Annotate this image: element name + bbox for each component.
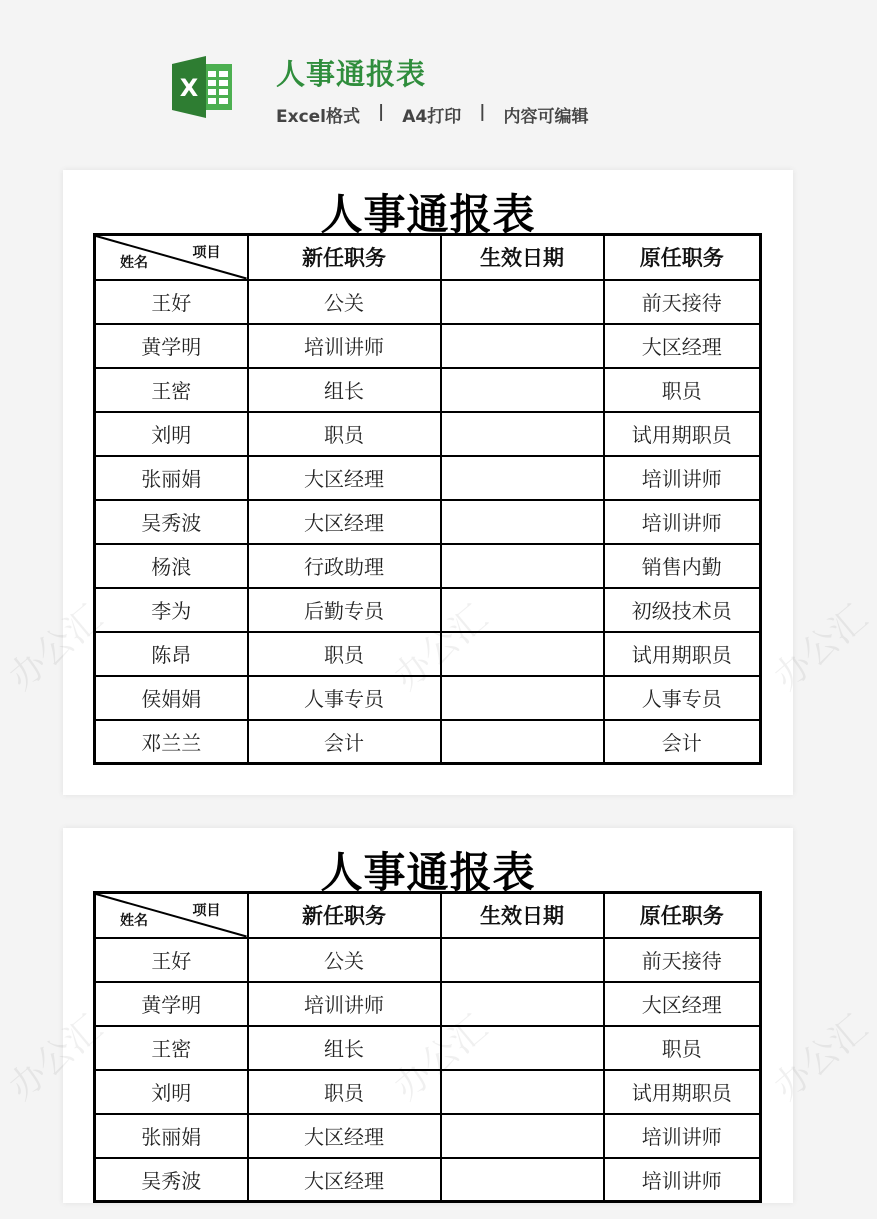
name-cell: 吴秀波 — [95, 500, 248, 544]
sheet-title: 人事通报表 — [320, 848, 536, 897]
new-position-cell: 大区经理 — [248, 1158, 441, 1202]
name-cell: 侯娟娟 — [95, 676, 248, 720]
previous-position-cell: 人事专员 — [604, 676, 761, 720]
column-header: 生效日期 — [441, 235, 604, 280]
previous-position-cell: 培训讲师 — [604, 1158, 761, 1202]
excel-logo-icon — [172, 56, 234, 118]
table-row — [95, 368, 761, 412]
name-cell: 黄学明 — [95, 982, 248, 1026]
name-cell: 黄学明 — [95, 324, 248, 368]
previous-position-cell: 试用期职员 — [604, 412, 761, 456]
watermark: 办公汇 — [1, 1007, 111, 1109]
effective-date-cell — [441, 1114, 604, 1158]
new-position-cell: 大区经理 — [248, 456, 441, 500]
effective-date-cell — [441, 676, 604, 720]
name-cell: 刘明 — [95, 412, 248, 456]
page-title: 人事通报表 — [276, 57, 427, 91]
watermark: 办公汇 — [386, 1007, 496, 1109]
table-row — [95, 1158, 761, 1202]
previous-position-cell: 初级技术员 — [604, 588, 761, 632]
effective-date-cell — [441, 544, 604, 588]
sheet-preview-1 — [63, 170, 793, 795]
watermark: 办公汇 — [766, 1007, 876, 1109]
new-position-cell: 公关 — [248, 938, 441, 982]
name-cell: 王好 — [95, 938, 248, 982]
name-cell: 王密 — [95, 368, 248, 412]
new-position-cell: 行政助理 — [248, 544, 441, 588]
name-cell: 吴秀波 — [95, 1158, 248, 1202]
new-position-cell: 大区经理 — [248, 1114, 441, 1158]
previous-position-cell: 大区经理 — [604, 982, 761, 1026]
sheet-preview-2 — [63, 828, 793, 1203]
effective-date-cell — [441, 368, 604, 412]
previous-position-cell: 培训讲师 — [604, 500, 761, 544]
watermark: 办公汇 — [1, 597, 111, 699]
table-row — [95, 544, 761, 588]
header-row — [95, 235, 761, 280]
table-row — [95, 1114, 761, 1158]
new-position-cell: 组长 — [248, 368, 441, 412]
new-position-cell: 职员 — [248, 412, 441, 456]
column-header: 生效日期 — [441, 893, 604, 938]
table-row — [95, 720, 761, 764]
effective-date-cell — [441, 1070, 604, 1114]
effective-date-cell — [441, 324, 604, 368]
new-position-cell: 培训讲师 — [248, 324, 441, 368]
table-row — [95, 982, 761, 1026]
name-cell: 张丽娟 — [95, 456, 248, 500]
watermark: 办公汇 — [766, 597, 876, 699]
table-row — [95, 938, 761, 982]
new-position-cell: 后勤专员 — [248, 588, 441, 632]
name-cell: 李为 — [95, 588, 248, 632]
column-header: 新任职务 — [248, 893, 441, 938]
name-cell: 王密 — [95, 1026, 248, 1070]
column-header: 原任职务 — [604, 893, 761, 938]
new-position-cell: 会计 — [248, 720, 441, 764]
corner-header-cell — [95, 235, 248, 280]
corner-label-item: 项目 — [192, 245, 221, 261]
table-row — [95, 456, 761, 500]
effective-date-cell — [441, 1158, 604, 1202]
previous-position-cell: 会计 — [604, 720, 761, 764]
table-row — [95, 324, 761, 368]
tag-print: A4打印 — [402, 107, 462, 127]
new-position-cell: 职员 — [248, 1070, 441, 1114]
previous-position-cell: 职员 — [604, 368, 761, 412]
tag-format: Excel格式 — [276, 107, 361, 127]
effective-date-cell — [441, 456, 604, 500]
previous-position-cell: 大区经理 — [604, 324, 761, 368]
previous-position-cell: 试用期职员 — [604, 1070, 761, 1114]
header-row — [95, 893, 761, 938]
corner-label-name: 姓名 — [120, 254, 148, 271]
new-position-cell: 培训讲师 — [248, 982, 441, 1026]
separator: | — [479, 102, 486, 122]
table-row — [95, 280, 761, 324]
tag-line — [276, 102, 588, 127]
table-row — [95, 412, 761, 456]
new-position-cell: 组长 — [248, 1026, 441, 1070]
corner-label-name: 姓名 — [120, 912, 148, 929]
previous-position-cell: 前天接待 — [604, 938, 761, 982]
previous-position-cell: 销售内勤 — [604, 544, 761, 588]
name-cell: 邓兰兰 — [95, 720, 248, 764]
previous-position-cell: 前天接待 — [604, 280, 761, 324]
tag-editable: 内容可编辑 — [503, 107, 589, 127]
name-cell: 王好 — [95, 280, 248, 324]
table-row — [95, 500, 761, 544]
new-position-cell: 职员 — [248, 632, 441, 676]
name-cell: 杨浪 — [95, 544, 248, 588]
svg-text:X: X — [179, 74, 199, 102]
watermark: 办公汇 — [386, 597, 496, 699]
name-cell: 陈昂 — [95, 632, 248, 676]
effective-date-cell — [441, 500, 604, 544]
separator: | — [378, 102, 385, 122]
new-position-cell: 公关 — [248, 280, 441, 324]
column-header: 新任职务 — [248, 235, 441, 280]
name-cell: 刘明 — [95, 1070, 248, 1114]
new-position-cell: 人事专员 — [248, 676, 441, 720]
effective-date-cell — [441, 412, 604, 456]
name-cell: 张丽娟 — [95, 1114, 248, 1158]
effective-date-cell — [441, 720, 604, 764]
effective-date-cell — [441, 280, 604, 324]
corner-label-item: 项目 — [192, 903, 221, 919]
corner-header-cell — [95, 893, 248, 938]
new-position-cell: 大区经理 — [248, 500, 441, 544]
effective-date-cell — [441, 938, 604, 982]
previous-position-cell: 试用期职员 — [604, 632, 761, 676]
previous-position-cell: 培训讲师 — [604, 1114, 761, 1158]
sheet-title: 人事通报表 — [320, 190, 536, 239]
previous-position-cell: 培训讲师 — [604, 456, 761, 500]
column-header: 原任职务 — [604, 235, 761, 280]
previous-position-cell: 职员 — [604, 1026, 761, 1070]
